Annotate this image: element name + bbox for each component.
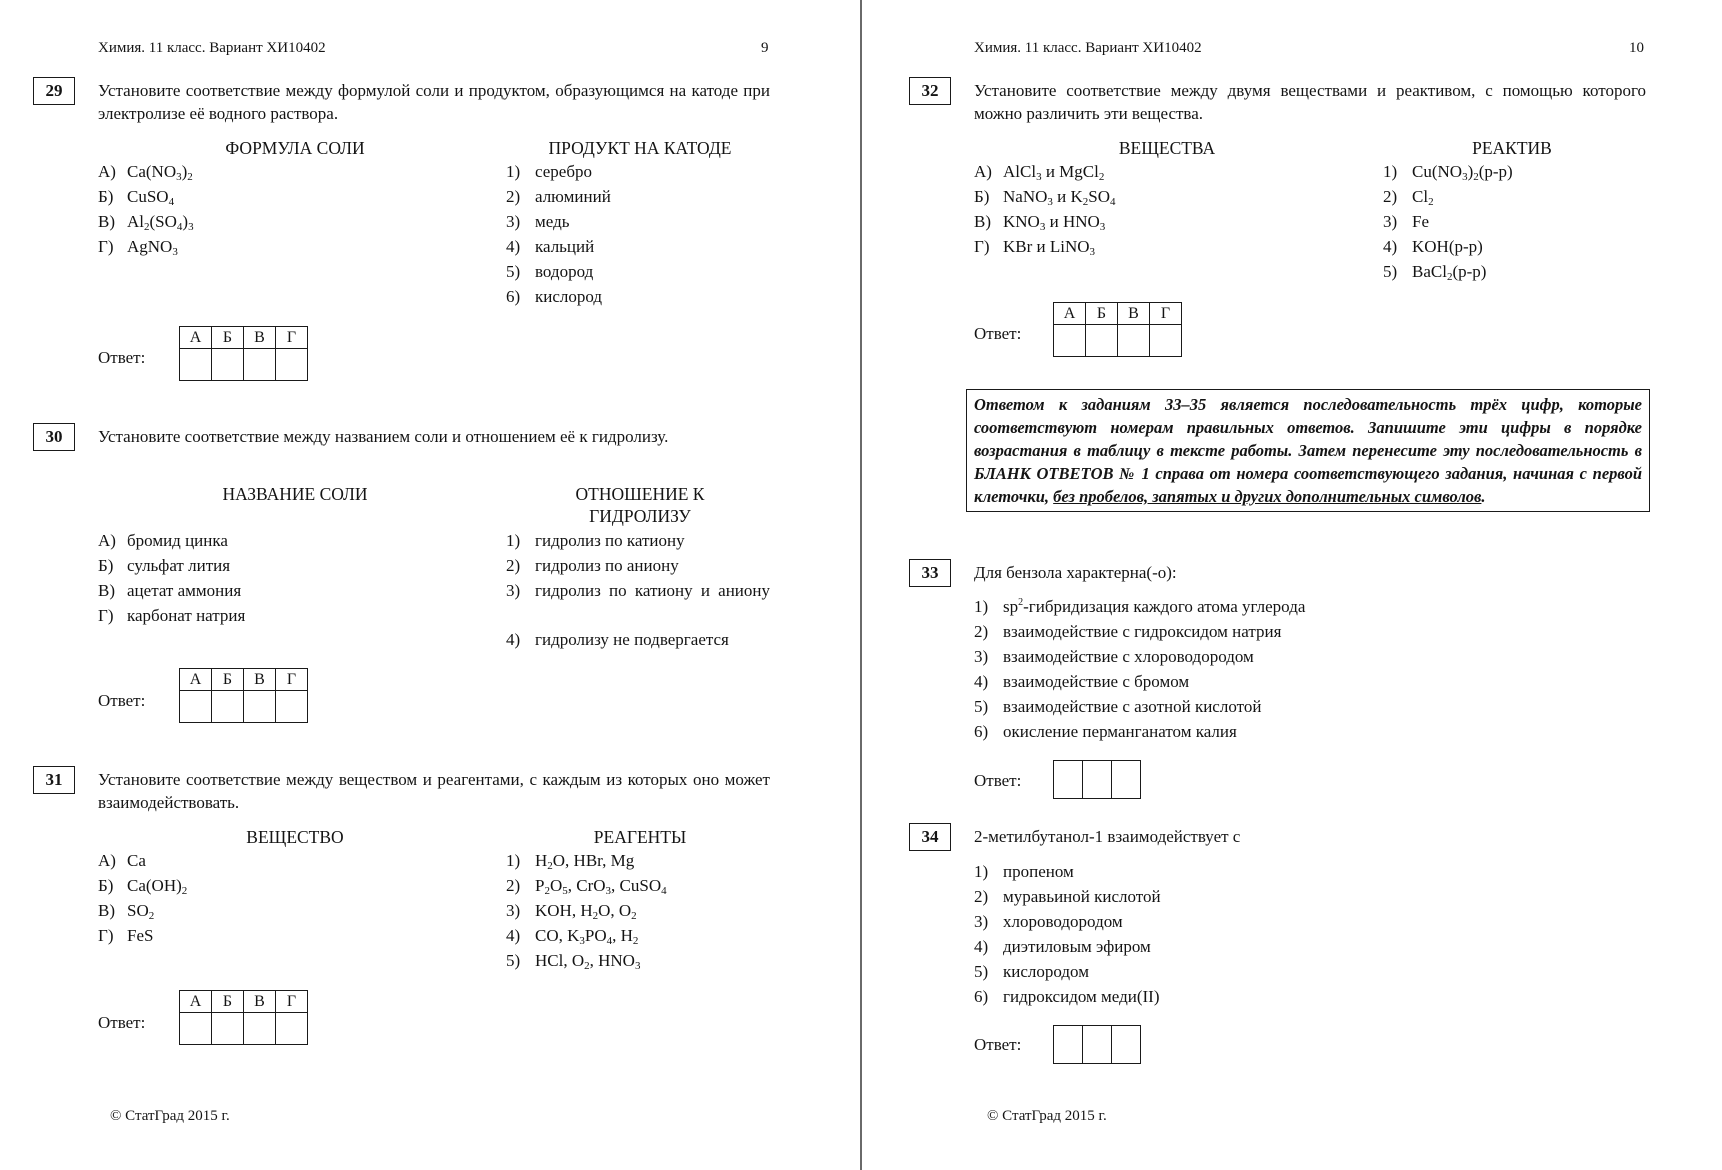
answer-col-v: В <box>244 327 276 349</box>
page-footer: © СтатГрад 2015 г. <box>110 1108 230 1124</box>
q34-answer-label: Ответ: <box>974 1035 1022 1054</box>
answer-col-b: Б <box>212 669 244 691</box>
q33-option-4: 4) взаимодействие с бромом <box>974 672 1190 691</box>
q29-option-b: Б) CuSO$_4$ <box>98 187 175 208</box>
page-header: Химия. 11 класс. Вариант ХИ10402 <box>98 40 326 56</box>
q34-answer-boxes[interactable] <box>1053 1025 1141 1064</box>
q30-option-b: Б) сульфат лития <box>98 556 231 575</box>
question-number-30: 30 <box>33 423 75 451</box>
q31-answer-1: 1) $H_2O$, HBr, Mg <box>506 851 635 872</box>
answer-cell <box>1112 1026 1140 1063</box>
answer-col-g: Г <box>1150 303 1182 325</box>
q32-answer-4: 4) KOH(р-р) <box>1383 237 1483 256</box>
q31-option-g: Г) FeS <box>98 926 154 945</box>
page-number: 9 <box>761 40 769 56</box>
q32-answer-table <box>1053 302 1182 357</box>
answer-cell[interactable] <box>244 1013 276 1045</box>
q32-right-heading: РЕАКТИВ <box>1472 138 1552 158</box>
q34-option-2: 2) муравьиной кислотой <box>974 887 1161 906</box>
q29-option-a: А) $Ca(NO_3)_2$ <box>98 162 193 183</box>
q31-answer-2: 2) $P_2O_5$, CrO$_3$, CuSO$_4$ <box>506 876 667 897</box>
q31-option-a: А) Ca <box>98 851 146 870</box>
answer-cell[interactable] <box>1150 325 1182 357</box>
q32-option-b: Б) NaNO$_3$ и $K_2SO_4$ <box>974 187 1116 208</box>
instruction-underlined: без пробелов, запятых и других дополнительных символов <box>1053 487 1482 506</box>
answer-cell <box>1054 761 1083 798</box>
answer-cell <box>1083 1026 1112 1063</box>
left-page <box>0 0 860 1170</box>
q33-answer-boxes[interactable] <box>1053 760 1141 799</box>
answer-cell[interactable] <box>1054 325 1086 357</box>
q32-answer-5: 5) BaCl$_2$(р-р) <box>1383 262 1487 283</box>
q29-right-heading: ПРОДУКТ НА КАТОДЕ <box>548 138 732 158</box>
question-number-32: 32 <box>909 77 951 105</box>
question-31-text: Установите соответствие между веществом и реагентами, с каждым из которых оно может взаимодействовать. <box>98 770 770 812</box>
q29-left-heading: ФОРМУЛА СОЛИ <box>225 138 365 158</box>
q29-answer-4: 4) кальций <box>506 237 595 256</box>
q30-answer-3: 3) гидролиз по катиону и аниону <box>506 581 770 600</box>
q33-option-3: 3) взаимодействие с хлороводородом <box>974 647 1254 666</box>
answer-cell <box>1112 761 1140 798</box>
q30-left-heading: НАЗВАНИЕ СОЛИ <box>222 484 368 504</box>
question-30-text: Установите соответствие между названием соли и отношением её к гидролизу. <box>98 427 669 446</box>
q32-answer-1: 1) $Cu(NO_3)_2(р-р)$ <box>1383 162 1513 183</box>
q32-option-v: В) $KNO_3$ и $HNO_3$ <box>974 212 1106 233</box>
page-footer: © СтатГрад 2015 г. <box>987 1108 1107 1124</box>
question-number-31: 31 <box>33 766 75 794</box>
answer-cell[interactable] <box>180 1013 212 1045</box>
q30-answer-table <box>179 668 308 723</box>
page-header: Химия. 11 класс. Вариант ХИ10402 <box>974 40 1202 56</box>
q30-answer-4: 4) гидролизу не подвергается <box>506 630 729 649</box>
q31-answer-label: Ответ: <box>98 1013 146 1032</box>
answer-col-g: Г <box>276 991 308 1013</box>
answer-col-a: А <box>180 669 212 691</box>
instruction-box: Ответом к заданиям 33–35 является последовательность трёх цифр, которые соответствуют номерам правильных ответов. Запишите эти цифры в порядке возрастания в таблицу в тексте работы. Затем перенесите эту последовательность в БЛАНК ОТВЕТОВ № 1 справа от номера соответствующего задания, начиная с первой клеточки, без пробелов, запятых и других дополнительных символов. <box>966 389 1650 512</box>
answer-col-g: Г <box>276 669 308 691</box>
answer-cell <box>1083 761 1112 798</box>
answer-cell[interactable] <box>276 691 308 723</box>
answer-cell[interactable] <box>244 691 276 723</box>
q34-option-1: 1) пропеном <box>974 862 1074 881</box>
q29-answer-table <box>179 326 308 381</box>
page-number: 10 <box>1629 40 1644 56</box>
answer-col-v: В <box>1118 303 1150 325</box>
answer-cell <box>1054 1026 1083 1063</box>
q32-left-heading: ВЕЩЕСТВА <box>1118 138 1216 158</box>
answer-cell[interactable] <box>276 1013 308 1045</box>
question-34-text: 2-метилбутанол-1 взаимодействует с <box>974 827 1241 846</box>
q32-answer-2: 2) $Cl_2$ <box>1383 187 1434 208</box>
answer-col-a: А <box>1054 303 1086 325</box>
q31-answer-4: 4) CO, $K_3PO_4$, $H_2$ <box>506 926 639 947</box>
q34-option-4: 4) диэтиловым эфиром <box>974 937 1151 956</box>
q33-answer-label: Ответ: <box>974 771 1022 790</box>
q33-option-6: 6) окисление перманганатом калия <box>974 722 1237 741</box>
q31-option-v: В) $SO_2$ <box>98 901 155 922</box>
q31-left-heading: ВЕЩЕСТВО <box>246 827 344 847</box>
question-32-text: Установите соответствие между двумя веществами и реактивом, с помощью которого можно различить эти вещества. <box>974 81 1646 123</box>
right-page <box>862 0 1722 1170</box>
q31-answer-5: 5) HCl, $O_2$, $HNO_3$ <box>506 951 641 972</box>
q29-option-g: Г) AgNO$_3$ <box>98 237 178 258</box>
q29-answer-2: 2) алюминий <box>506 187 611 206</box>
q32-answer-label: Ответ: <box>974 324 1022 343</box>
answer-col-b: Б <box>212 327 244 349</box>
q34-option-6: 6) гидроксидом меди(II) <box>974 987 1160 1006</box>
q33-option-2: 2) взаимодействие с гидроксидом натрия <box>974 622 1282 641</box>
answer-cell[interactable] <box>244 349 276 381</box>
answer-cell[interactable] <box>212 349 244 381</box>
q33-option-1: 1) $sp^2$-гибридизация каждого атома углерода <box>974 597 1306 616</box>
q32-option-g: Г) KBr и LiNO$_3$ <box>974 237 1096 258</box>
q29-answer-label: Ответ: <box>98 348 146 367</box>
q30-option-v: В) ацетат аммония <box>98 581 242 600</box>
instruction-text: Ответом к заданиям 33–35 является последовательность трёх цифр, которые соответствуют номерам правильных ответов. Запишите эти цифры в порядке возрастания в таблицу в тексте работы. Затем перенесите эту последовательность в БЛАНК ОТВЕТОВ № 1 справа от номера соответствующего задания, начиная с первой клеточки, <box>974 395 1642 506</box>
q31-right-heading: РЕАГЕНТЫ <box>593 827 687 847</box>
answer-col-a: А <box>180 327 212 349</box>
q34-option-5: 5) кислородом <box>974 962 1089 981</box>
question-number-29: 29 <box>33 77 75 105</box>
q30-option-a: А) бромид цинка <box>98 531 228 550</box>
q30-answer-label: Ответ: <box>98 691 146 710</box>
q32-answer-3: 3) Fe <box>1383 212 1429 231</box>
q30-answer-1: 1) гидролиз по катиону <box>506 531 685 550</box>
q30-right-heading: ОТНОШЕНИЕ К ГИДРОЛИЗУ <box>575 484 705 526</box>
q33-option-5: 5) взаимодействие с азотной кислотой <box>974 697 1262 716</box>
q29-option-v: В) $Al_2(SO_4)_3$ <box>98 212 194 233</box>
question-33-text: Для бензола характерна(-о): <box>974 563 1177 582</box>
answer-col-v: В <box>244 669 276 691</box>
answer-cell[interactable] <box>212 1013 244 1045</box>
q29-answer-1: 1) серебро <box>506 162 592 181</box>
answer-cell[interactable] <box>1086 325 1118 357</box>
q31-answer-3: 3) KOH, $H_2O$, $O_2$ <box>506 901 637 922</box>
answer-cell[interactable] <box>212 691 244 723</box>
q29-answer-6: 6) кислород <box>506 287 603 306</box>
answer-cell[interactable] <box>180 691 212 723</box>
q30-answer-2: 2) гидролиз по аниону <box>506 556 679 575</box>
answer-cell[interactable] <box>276 349 308 381</box>
q29-answer-3: 3) медь <box>506 212 570 231</box>
answer-col-a: А <box>180 991 212 1013</box>
answer-col-g: Г <box>276 327 308 349</box>
answer-col-b: Б <box>1086 303 1118 325</box>
q29-answer-5: 5) водород <box>506 262 594 281</box>
answer-cell[interactable] <box>180 349 212 381</box>
answer-col-b: Б <box>212 991 244 1013</box>
question-29-text: Установите соответствие между формулой соли и продуктом, образующимся на катоде при электролизе её водного раствора. <box>98 81 770 123</box>
q34-option-3: 3) хлороводородом <box>974 912 1123 931</box>
answer-cell[interactable] <box>1118 325 1150 357</box>
q31-option-b: Б) $Ca(OH)_2$ <box>98 876 188 897</box>
question-number-33: 33 <box>909 559 951 587</box>
q30-option-g: Г) карбонат натрия <box>98 606 246 625</box>
q31-answer-table <box>179 990 308 1045</box>
question-number-34: 34 <box>909 823 951 851</box>
answer-col-v: В <box>244 991 276 1013</box>
q32-option-a: А) AlCl$_3$ и MgCl$_2$ <box>974 162 1105 183</box>
